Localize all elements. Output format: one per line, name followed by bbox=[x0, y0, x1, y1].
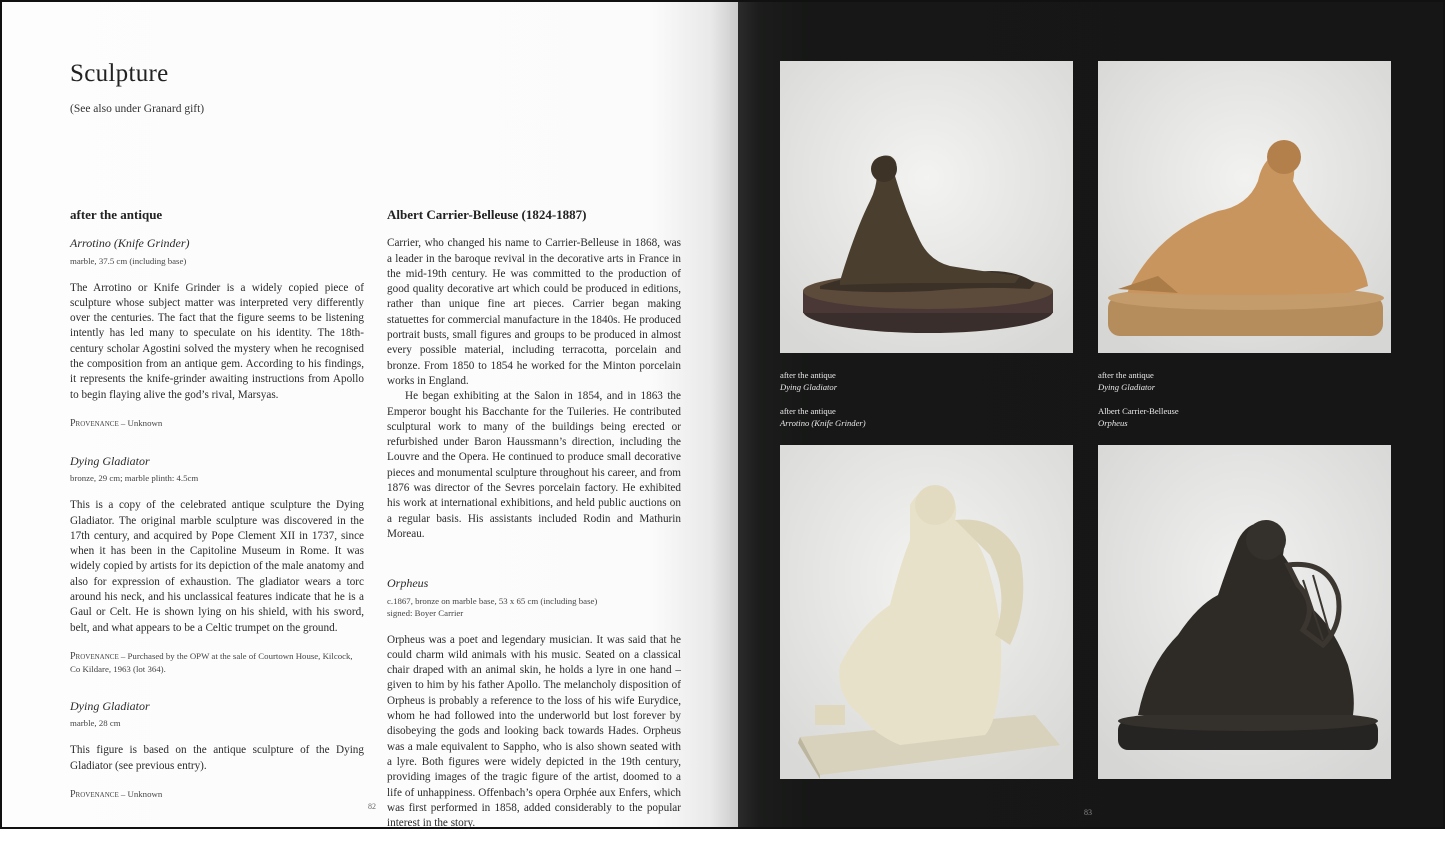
page-title: Sculpture bbox=[70, 60, 169, 87]
section-heading: after the antique bbox=[70, 207, 163, 222]
photo-marble-dying-gladiator bbox=[1098, 61, 1391, 353]
entry-body: The Arrotino or Knife Grinder is a widely copied piece of sculpture whose subject matter was interpreted very differently over the centuries. The fact that the figure seems to be listening intently has led many to speculate on his identity. The 18th-century scholar Agostini solved the mystery when he recognised the composition from an antique gem. According to his findings, it represents the knife-grinder awaiting instructions from Apollo to begin flaying alive the god’s rival, Marsyas. bbox=[70, 281, 364, 401]
sculpture-image bbox=[1098, 61, 1391, 353]
entry-title: Dying Gladiator bbox=[70, 453, 150, 468]
entry-meta: bronze, 29 cm; marble plinth: 4.5cm bbox=[70, 473, 199, 484]
caption-photo-2 bbox=[1098, 370, 1155, 393]
sculpture-image bbox=[780, 445, 1073, 779]
caption-line-2: Dying Gladiator bbox=[780, 381, 838, 392]
entry-body: This is a copy of the celebrated antique sculpture the Dying Gladiator. The original marble sculpture was discovered in the 17th century, and acquired by Pope Clement XII in 1737, since when it has been in the Capitoline Museum in Rome. It was widely copied by artists for its depiction of the male anatomy and also for expression of exhaustion. The gladiator wears a torc around his neck, and his unclassical features indicate that he is a Gaul or Celt. He is shown lying on his shield, with his sword, belt, and what appears to be a Celtic trumpet on the ground. bbox=[70, 499, 364, 634]
sculpture-image bbox=[780, 61, 1073, 353]
entry-title: Arrotino (Knife Grinder) bbox=[70, 236, 190, 251]
caption-line-2: Arrotino (Knife Grinder) bbox=[780, 417, 866, 428]
photo-arrotino-knife-grinder bbox=[780, 445, 1073, 779]
provenance-text: – Purchased by the OPW at the sale of Courtown House, Kilcock, Co Kildare, 1963 (lot 364). bbox=[70, 650, 353, 674]
column-after-the-antique bbox=[70, 207, 364, 821]
provenance bbox=[70, 650, 364, 675]
provenance-text: – Unknown bbox=[118, 417, 163, 428]
caption-line-2: Dying Gladiator bbox=[1098, 381, 1156, 392]
caption-photo-3 bbox=[780, 406, 866, 429]
caption-line-1: Albert Carrier-Belleuse bbox=[1098, 406, 1179, 416]
biography-paragraph-2: He began exhibiting at the Salon in 1854, and in 1863 the Emperor bought his Bacchante for the Tuileries. He contributed sculptural work to many of the buildings being erected or refurbished under Baron Haussmann’s direction, including the Louvre and the Opera. He continued to produce small decorative pieces and monumental sculpture throughout his career, and from 1876 was director of the Sevres porcelain factory. He exhibited his work at international exhibitions, and held public auctions on a regular basis. His assistants included Rodin and Mathurin Moreau. bbox=[387, 390, 681, 540]
caption-line-1: after the antique bbox=[1098, 370, 1154, 380]
entry-dying-gladiator-marble bbox=[70, 699, 364, 801]
caption-line-1: after the antique bbox=[780, 370, 836, 380]
page-number: 83 bbox=[1084, 808, 1092, 817]
sculpture-image bbox=[1098, 445, 1391, 779]
photo-orpheus bbox=[1098, 445, 1391, 779]
entry-meta: marble, 37.5 cm (including base) bbox=[70, 255, 187, 266]
section-heading: Albert Carrier-Belleuse (1824-1887) bbox=[387, 207, 587, 222]
entry-arrotino bbox=[70, 236, 364, 430]
biography-paragraph-1: Carrier, who changed his name to Carrier-Belleuse in 1868, was a leader in the baroque revival in the decorative arts in France in the mid-19th century. He was committed to the production of good quality decorative art which could be produced in editions, rather than unique fine art pieces. Carrier began making statuettes for commercial manufacture in the 1840s. He produced portrait busts, small figures and groups to be produced in almost every possible material, including terracotta, porcelain and bronze. From 1850 to 1854 he worked for the Minton porcelain works in England. bbox=[387, 237, 681, 387]
column-carrier-belleuse bbox=[387, 207, 681, 845]
provenance bbox=[70, 417, 364, 430]
entry-meta: c.1867, bronze on marble base, 53 x 65 cm (including base) bbox=[387, 595, 598, 606]
caption-photo-4 bbox=[1098, 406, 1179, 429]
entry-title: Dying Gladiator bbox=[70, 698, 150, 713]
page-subtitle: (See also under Granard gift) bbox=[70, 103, 205, 115]
provenance-label: Provenance bbox=[70, 650, 119, 662]
entry-dying-gladiator-bronze bbox=[70, 454, 364, 675]
entry-body: This figure is based on the antique sculpture of the Dying Gladiator (see previous entry). bbox=[70, 744, 364, 772]
photo-bronze-dying-gladiator bbox=[780, 61, 1073, 353]
caption-line-1: after the antique bbox=[780, 406, 836, 416]
right-page bbox=[738, 0, 1445, 829]
caption-photo-1 bbox=[780, 370, 837, 393]
caption-line-2: Orpheus bbox=[1098, 417, 1128, 428]
provenance-label: Provenance bbox=[70, 417, 119, 429]
entry-body: Orpheus was a poet and legendary musician. It was said that he could charm wild animals with his music. Seated on a classical chair draped with an animal skin, he holds a lyre in one hand – given to him by his father Apollo. The melancholy disposition of Orpheus is probably a reference to the loss of his wife Eurydice, whom he had followed into the underworld but lost forever by disobeying the gods and looking back towards Hades. Orpheus was a male equivalent to Sappho, who is also shown seated with a lyre. Both figures were widely depicted in the 19th century, providing images of the tragic figure of the artist, doomed to a life of unhappiness. Offenbach’s opera Orphée aux Enfers, which was first performed in 1858, added considerably to the popular interest in the story. bbox=[387, 633, 681, 830]
entry-title: Orpheus bbox=[387, 576, 429, 591]
provenance-text: – Unknown bbox=[118, 788, 163, 799]
provenance bbox=[70, 788, 364, 801]
provenance-label: Provenance bbox=[70, 788, 119, 800]
entry-meta: marble, 28 cm bbox=[70, 718, 121, 729]
entry-signed: signed: Boyer Carrier bbox=[387, 607, 464, 618]
page-number: 82 bbox=[368, 802, 376, 811]
